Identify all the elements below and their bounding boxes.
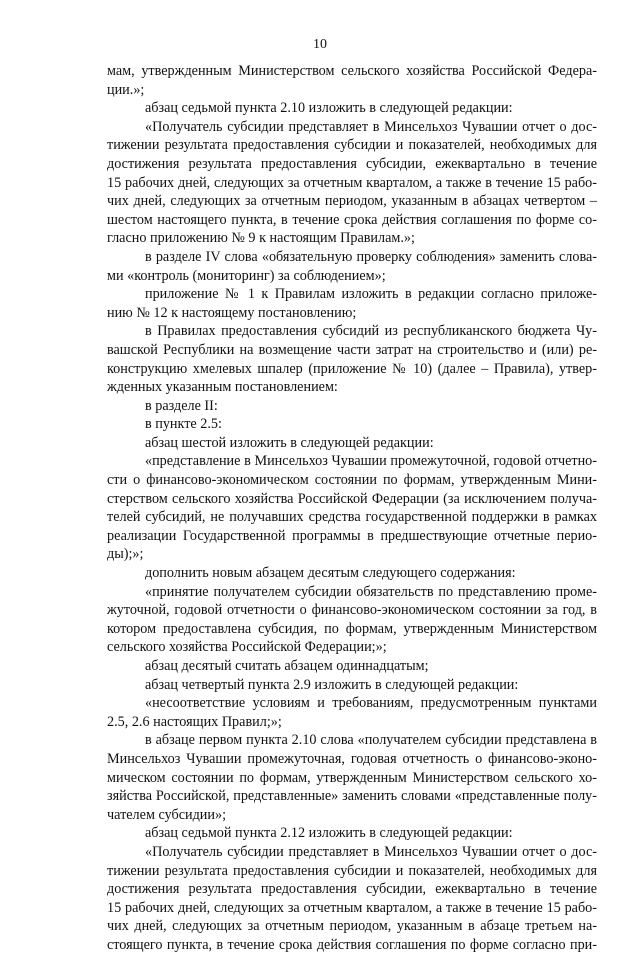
text-line: вашской Республики на возмещение части затрат на строительство и (или) ре- [107,341,597,358]
text-line: в разделе IV слова «обязательную проверку соблюдения» заменить слова- [145,248,597,265]
text-line: «несоответствие условиям и требованиям, предусмотренным пунктами [145,695,597,712]
text-line: 2.5, 2.6 настоящих Правил;»; [107,713,282,730]
document-body [107,62,597,955]
text-line: «принятие получателем субсидии обязательств по представлению проме- [145,583,597,600]
text-line: тижении результата предоставления субсидии и показателей, необходимых для [107,862,597,879]
text-line: достижения результата предоставления субсидии, ежеквартально в течение [107,155,597,172]
text-line: «Получатель субсидии представляет в Минсельхоз Чувашии отчет о дос- [145,118,597,135]
text-line: приложение № 1 к Правилам изложить в редакции согласно приложе- [145,286,597,303]
text-line: зяйства Российской, представленные» заменить словами «представленные полу- [107,788,597,805]
text-line: 15 рабочих дней, следующих за отчетным кварталом, а также в течение 15 рабо- [107,174,597,191]
text-line: чих дней, следующих за отчетным периодом, указанным в абзацах четвертом – [107,193,597,210]
text-line: ми «контроль (мониторинг) за соблюдением»; [107,267,386,284]
text-line: дополнить новым абзацем десятым следующего содержания: [145,565,516,582]
text-line: ции.»; [107,81,145,98]
text-line: мическом состоянии по формам, утвержденным Министерством сельского хо- [107,769,597,786]
text-line: гласно приложению № 9 к настоящим Правилам.»; [107,230,415,247]
text-line: реализации Государственной программы в предшествующие отчетные перио- [107,527,597,544]
text-line: тижении результата предоставления субсидии и показателей, необходимых для [107,137,597,154]
text-line: стерством сельского хозяйства Российской Федерации (за исключением получа- [107,490,597,507]
text-line: телей субсидий, не получавших средства государственной поддержки в рамках [107,509,597,526]
text-line: абзац десятый считать абзацем одиннадцатым; [145,658,429,674]
text-line: «Получатель субсидии представляет в Минсельхоз Чувашии отчет о дос- [145,843,597,860]
text-line: жуточной, годовой отчетности о финансово-экономическом состоянии за год, в [107,602,597,619]
text-line: ды);»; [107,546,144,563]
text-line: котором предоставлена субсидия, по формам, утвержденным Министерством [107,620,597,637]
text-line: нию № 12 к настоящему постановлению; [107,304,357,321]
text-line: в Правилах предоставления субсидий из республиканского бюджета Чу- [145,323,597,340]
text-line: в абзаце первом пункта 2.10 слова «получателем субсидии представлена в [145,732,597,749]
text-line: стоящего пункта, в течение срока действия соглашения по форме согласно при- [107,936,597,953]
text-line: сти о финансово-экономическом состоянии по формам, утвержденным Мини- [107,472,597,489]
text-line: «представление в Минсельхоз Чувашии промежуточной, годовой отчетно- [145,453,597,470]
text-line: чателем субсидии»; [107,806,227,823]
text-line: Минсельхоз Чувашии промежуточная, годовая отчетность о финансово-эконо- [107,750,597,767]
text-line: 15 рабочих дней, следующих за отчетным кварталом, а также в течение 15 рабо- [107,899,597,916]
text-line: сельского хозяйства Российской Федерации;»; [107,639,387,656]
text-line: конструкцию хмелевых шпалер (приложение № 10) (далее – Правила), утвер- [107,360,597,377]
text-line: абзац шестой изложить в следующей редакции: [145,434,434,451]
text-line: достижения результата предоставления субсидии, ежеквартально в течение [107,881,597,898]
text-line: абзац седьмой пункта 2.10 изложить в следующей редакции: [145,100,513,117]
text-line: абзац седьмой пункта 2.12 изложить в следующей редакции: [145,825,513,842]
text-line: в разделе II: [145,397,218,414]
text-line: мам, утвержденным Министерством сельского хозяйства Российской Федера- [107,63,597,79]
text-line: шестом настоящего пункта, в течение срока действия соглашения по форме со- [107,211,597,228]
text-line: в пункте 2.5: [145,416,222,433]
text-line: чих дней, следующих за отчетным периодом, указанным в абзаце третьем на- [107,918,597,935]
text-line: жденных указанным постановлением: [107,379,338,396]
page-number: 10 [313,37,327,52]
text-line: абзац четвертый пункта 2.9 изложить в следующей редакции: [145,676,519,693]
